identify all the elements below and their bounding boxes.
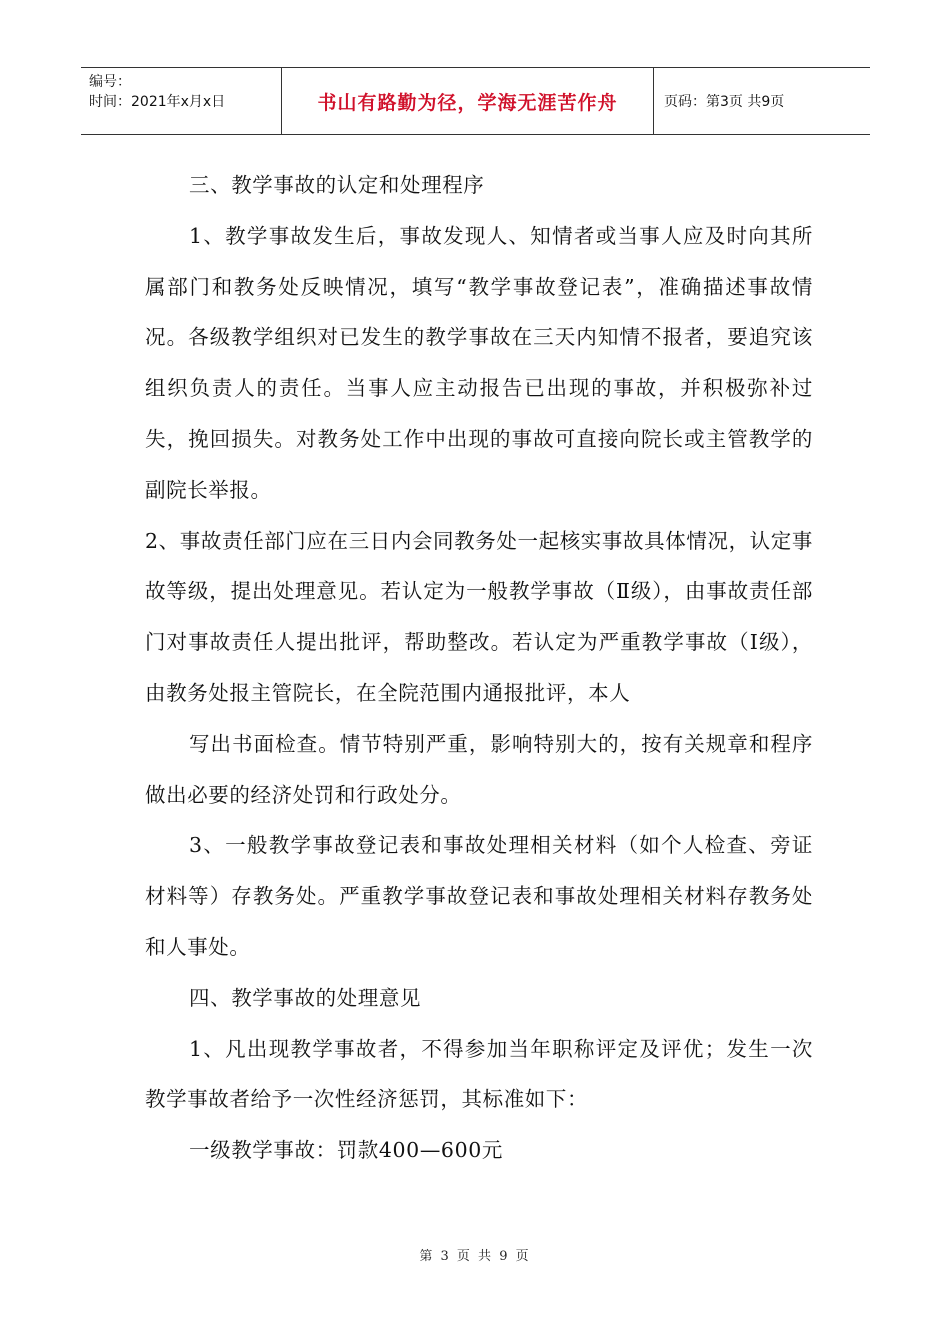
header-page-info: 页码：第3页 共9页 [664,94,785,110]
header-motto: 书山有路勤为径，学海无涯苦作舟 [281,68,654,134]
time-label: 时间：2021年x月x日 [89,94,226,110]
page-header [81,67,870,135]
document-body [145,160,813,1176]
paragraph: 1、教学事故发生后，事故发现人、知情者或当事人应及时向其所属部门和教务处反映情况，填写“教学事故登记表”，准确描述事故情况。各级教学组织对已发生的教学事故在三天内知情不报者，要追究该组织负责人的责任。当事人应主动报告已出现的事故，并积极弥补过失，挽回损失。对教务处工作中出现的事故可直接向院长或主管教学的副院长举报。 [145,223,813,502]
paragraph: 3、一般教学事故登记表和事故处理相关材料（如个人检查、旁证材料等）存教务处。严重教学事故登记表和事故处理相关材料存教务处和人事处。 [145,833,813,959]
paragraph: 2、事故责任部门应在三日内会同教务处一起核实事故具体情况，认定事故等级，提出处理意见。若认定为一般教学事故（Ⅱ级），由事故责任部门对事故责任人提出批评，帮助整改。若认定为严重教学事故（Ⅰ级），由教务处报主管院长，在全院范围内通报批评，本人 [145,528,813,705]
section-heading: 四、教学事故的处理意见 [189,985,422,1010]
header-meta [81,68,281,134]
number-label: 编号： [89,74,131,90]
section-heading: 三、教学事故的认定和处理程序 [189,173,485,197]
paragraph: 一级教学事故：罚款400—600元 [189,1138,503,1163]
page-footer: 第 3 页 共 9 页 [419,1249,531,1264]
paragraph: 写出书面检查。情节特别严重，影响特别大的，按有关规章和程序做出必要的经济处罚和行政处分。 [145,731,813,807]
paragraph: 1、凡出现教学事故者，不得参加当年职称评定及评优；发生一次教学事故者给予一次性经济惩罚，其标准如下： [145,1036,813,1112]
